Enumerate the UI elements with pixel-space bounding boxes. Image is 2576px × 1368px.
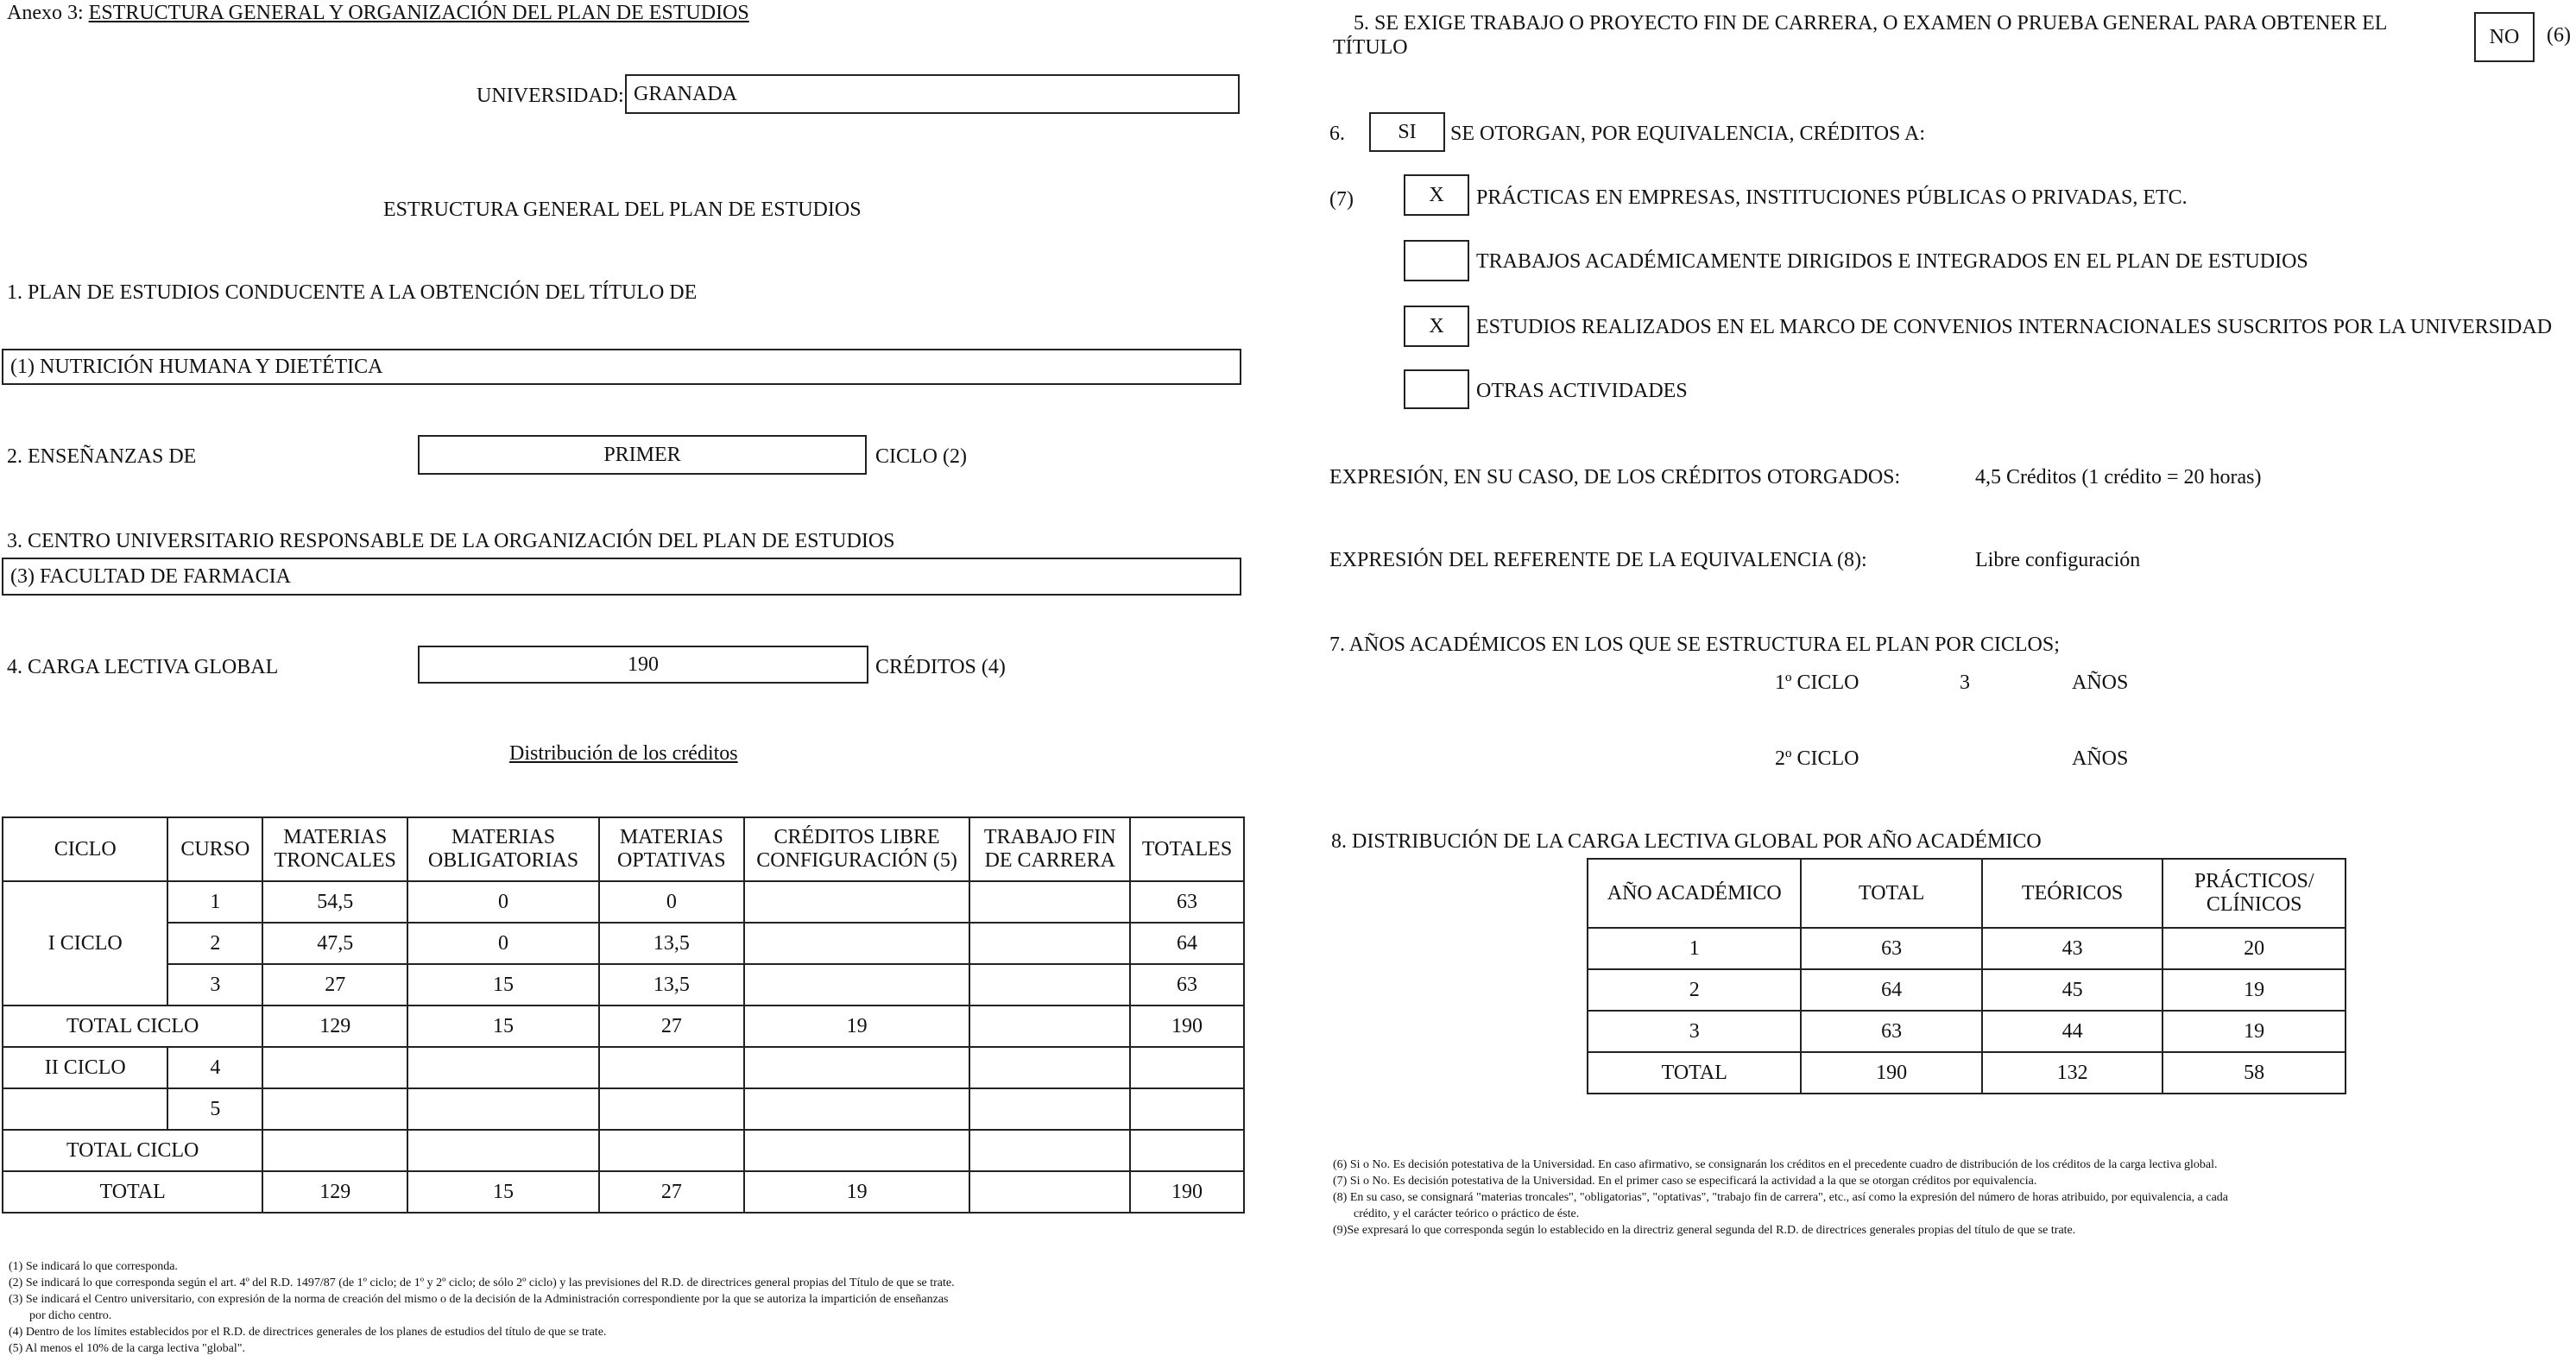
cell-curso: 4 (167, 1047, 262, 1088)
option-estudios-label: ESTUDIOS REALIZADOS EN EL MARCO DE CONVENIOS INTERNACIONALES SUSCRITOS POR LA UNIVERSIDAD (1476, 316, 2553, 338)
footnote: (9)Se expresará lo que corresponda según lo establecido en la directriz general segunda del R.D. de directrices generales propias del título de que se trate. (1333, 1224, 2076, 1237)
ciclo-suffix: CICLO (2) (875, 445, 967, 468)
header-practicos: PRÁCTICOS/ CLÍNICOS (2162, 859, 2346, 928)
header-obligatorias: MATERIAS OBLIGATORIAS (407, 817, 599, 881)
cell-troncales: 47,5 (262, 923, 407, 964)
option-otras-label: OTRAS ACTIVIDADES (1476, 380, 1688, 402)
table-row (3, 881, 1244, 923)
cell-curso: 3 (167, 964, 262, 1006)
cell-obligatorias: 15 (407, 1171, 599, 1213)
ciclo1-years-unit: AÑOS (2072, 671, 2129, 694)
header-total: TOTAL (1801, 859, 1981, 928)
cell-obligatorias: 15 (407, 964, 599, 1006)
checkbox-estudios (1404, 306, 1469, 347)
titulo-field (2, 349, 1241, 385)
ciclo2-years-label: 2º CICLO (1775, 747, 1859, 770)
cell-practicos: 58 (2162, 1052, 2346, 1094)
cell-optativas: 13,5 (599, 964, 744, 1006)
cell-total: 63 (1801, 928, 1981, 969)
cell-libre: 19 (744, 1171, 970, 1213)
cell-totales: 190 (1130, 1006, 1244, 1047)
cell-optativas: 0 (599, 881, 744, 923)
section6-label: SE OTORGAN, POR EQUIVALENCIA, CRÉDITOS A: (1450, 123, 1926, 145)
credit-distribution-table (2, 816, 1245, 1214)
cell-optativas: 27 (599, 1006, 744, 1047)
cell-troncales: 54,5 (262, 881, 407, 923)
total-ciclo1-label: TOTAL CICLO (3, 1006, 262, 1047)
cell-practicos: 20 (2162, 928, 2346, 969)
ciclo1-label: I CICLO (3, 881, 167, 1006)
footnote: (3) Se indicará el Centro universitario, con expresión de la norma de creación del mismo o de la decisión de la Administración correspondiente por la que se autoriza la impartición de enseñanzas (9, 1293, 949, 1306)
ensenanzas-field (418, 435, 867, 475)
section5-line1: 5. SE EXIGE TRABAJO O PROYECTO FIN DE CARRERA, O EXAMEN O PRUEBA GENERAL PARA OBTENER EL (1354, 12, 2388, 35)
trabajo-fin-field (2474, 12, 2535, 62)
header-troncales: MATERIAS TRONCALES (262, 817, 407, 881)
table-row (3, 964, 1244, 1006)
total-row (1588, 1052, 2346, 1094)
universidad-value: GRANADA (634, 82, 737, 105)
section2-label: 2. ENSEÑANZAS DE (7, 445, 197, 468)
cell-obligatorias: 0 (407, 881, 599, 923)
subtitle: ESTRUCTURA GENERAL DEL PLAN DE ESTUDIOS (383, 199, 862, 221)
cell-teoricos: 132 (1982, 1052, 2163, 1094)
cell-trabajo (969, 1171, 1130, 1213)
cell-totales: 63 (1130, 964, 1244, 1006)
footnote: (1) Se indicará lo que corresponda. (9, 1260, 178, 1273)
cell-libre (744, 881, 970, 923)
cell-curso: 2 (167, 923, 262, 964)
footnote: (8) En su caso, se consignará "materias troncales", "obligatorias", "optativas", "trabajo fin de carrera", etc., así como la expresión del número de horas atribuido, por equivalencia, a cada (1333, 1191, 2229, 1204)
footnote: por dicho centro. (29, 1309, 112, 1322)
total-label: TOTAL (3, 1171, 262, 1213)
referente-label: EXPRESIÓN DEL REFERENTE DE LA EQUIVALENCIA (8): (1329, 549, 1867, 571)
equivalencia-value: SI (1398, 120, 1417, 143)
section7-label: 7. AÑOS ACADÉMICOS EN LOS QUE SE ESTRUCTURA EL PLAN POR CICLOS; (1329, 634, 2060, 656)
table-row (1588, 928, 2346, 969)
section5-line2: TÍTULO (1333, 36, 1408, 59)
cell-total: 63 (1801, 1011, 1981, 1052)
footnotes-left (9, 1258, 955, 1357)
checkbox-practicas (1404, 174, 1469, 216)
annex-heading (7, 2, 749, 25)
annex-prefix: Anexo 3: (7, 2, 84, 24)
cell-ano: TOTAL (1588, 1052, 1801, 1094)
checkbox-trabajos (1404, 240, 1469, 281)
option-practicas-label: PRÁCTICAS EN EMPRESAS, INSTITUCIONES PÚBLICAS O PRIVADAS, ETC. (1476, 186, 2188, 209)
total-ciclo1-row (3, 1006, 1244, 1047)
option-trabajos-label: TRABAJOS ACADÉMICAMENTE DIRIGIDOS E INTEGRADOS EN EL PLAN DE ESTUDIOS (1476, 250, 2308, 273)
titulo-value: (1) NUTRICIÓN HUMANA Y DIETÉTICA (10, 355, 383, 378)
header-libre: CRÉDITOS LIBRE CONFIGURACIÓN (5) (744, 817, 970, 881)
referente-value: Libre configuración (1975, 549, 2141, 571)
cell-optativas: 27 (599, 1171, 744, 1213)
cell-trabajo (969, 923, 1130, 964)
table-row (3, 923, 1244, 964)
cell-troncales: 129 (262, 1171, 407, 1213)
ciclo1-years-label: 1º CICLO (1775, 671, 1859, 694)
check-mark: X (1429, 183, 1444, 206)
checkbox-otras (1404, 369, 1469, 409)
table-header-row (1588, 859, 2346, 928)
universidad-label: UNIVERSIDAD: (477, 85, 624, 107)
table-row (3, 1088, 1244, 1130)
carga-value: 190 (628, 652, 659, 676)
header-teoricos: TEÓRICOS (1982, 859, 2163, 928)
table-row (3, 1047, 1244, 1088)
cell-obligatorias: 0 (407, 923, 599, 964)
header-curso: CURSO (167, 817, 262, 881)
carga-field (418, 646, 868, 684)
table-row (1588, 969, 2346, 1011)
cell-totales: 190 (1130, 1171, 1244, 1213)
note-6: (6) (2547, 24, 2571, 47)
note-7: (7) (1329, 188, 1354, 211)
header-totales: TOTALES (1130, 817, 1244, 881)
table-row (1588, 1011, 2346, 1052)
section6-number: 6. (1329, 123, 1345, 145)
footnote: crédito, y el carácter teórico o práctico de éste. (1354, 1207, 1580, 1220)
section3-label: 3. CENTRO UNIVERSITARIO RESPONSABLE DE LA ORGANIZACIÓN DEL PLAN DE ESTUDIOS (7, 530, 895, 552)
cell-libre (744, 964, 970, 1006)
cell-trabajo (969, 881, 1130, 923)
cell-trabajo (969, 964, 1130, 1006)
section8-label: 8. DISTRIBUCIÓN DE LA CARGA LECTIVA GLOBAL POR AÑO ACADÉMICO (1331, 830, 2042, 853)
cell-teoricos: 45 (1982, 969, 2163, 1011)
cell-ano: 1 (1588, 928, 1801, 969)
header-ano: AÑO ACADÉMICO (1588, 859, 1801, 928)
cell-teoricos: 43 (1982, 928, 2163, 969)
cell-total: 190 (1801, 1052, 1981, 1094)
footnote: (5) Al menos el 10% de la carga lectiva "global". (9, 1342, 245, 1355)
centro-value: (3) FACULTAD DE FARMACIA (10, 564, 291, 588)
cell-troncales: 27 (262, 964, 407, 1006)
cell-ano: 3 (1588, 1011, 1801, 1052)
header-trabajo: TRABAJO FIN DE CARRERA (969, 817, 1130, 881)
cell-ano: 2 (1588, 969, 1801, 1011)
ensenanzas-value: PRIMER (603, 443, 681, 466)
cell-troncales: 129 (262, 1006, 407, 1047)
universidad-field (625, 74, 1240, 114)
header-ciclo: CICLO (3, 817, 167, 881)
cell-libre (744, 923, 970, 964)
ciclo1-years-value: 3 (1960, 671, 1970, 694)
section4-label: 4. CARGA LECTIVA GLOBAL (7, 656, 279, 678)
footnote: (4) Dentro de los límites establecidos por el R.D. de directrices generales de los planes de estudios del título de que se trate. (9, 1326, 607, 1339)
section1-label: 1. PLAN DE ESTUDIOS CONDUCENTE A LA OBTENCIÓN DEL TÍTULO DE (7, 281, 698, 304)
cell-libre: 19 (744, 1006, 970, 1047)
total-row (3, 1171, 1244, 1213)
cell-practicos: 19 (2162, 1011, 2346, 1052)
cell-obligatorias: 15 (407, 1006, 599, 1047)
table-header-row (3, 817, 1244, 881)
cell-total: 64 (1801, 969, 1981, 1011)
cell-optativas: 13,5 (599, 923, 744, 964)
total-ciclo2-label: TOTAL CICLO (3, 1130, 262, 1171)
footnotes-right (1333, 1157, 2228, 1239)
total-ciclo2-row (3, 1130, 1244, 1171)
expresion-value: 4,5 Créditos (1 crédito = 20 horas) (1975, 466, 2262, 489)
footnote: (6) Si o No. Es decisión potestativa de la Universidad. En caso afirmativo, se consignarán los créditos en el precedente cuadro de distribución de los créditos de la carga lectiva global. (1333, 1158, 2218, 1171)
cell-teoricos: 44 (1982, 1011, 2163, 1052)
footnote: (2) Se indicará lo que corresponda según el art. 4º del R.D. 1497/87 (de 1º ciclo; de 1º y 2º ciclo; de sólo 2º ciclo) y las previsiones del R.D. de directrices general propias del Título de que se trate. (9, 1277, 955, 1289)
expresion-label: EXPRESIÓN, EN SU CASO, DE LOS CRÉDITOS OTORGADOS: (1329, 466, 1901, 489)
trabajo-fin-value: NO (2489, 25, 2520, 48)
distribucion-title: Distribución de los créditos (509, 742, 738, 765)
ciclo2-label: II CICLO (3, 1047, 167, 1088)
cell-curso: 5 (167, 1088, 262, 1130)
cell-practicos: 19 (2162, 969, 2346, 1011)
ciclo2-years-unit: AÑOS (2072, 747, 2129, 770)
cell-trabajo (969, 1006, 1130, 1047)
check-mark: X (1429, 314, 1444, 337)
equivalencia-field (1369, 112, 1445, 152)
cell-totales: 64 (1130, 923, 1244, 964)
year-distribution-table (1587, 858, 2346, 1094)
document-title: ESTRUCTURA GENERAL Y ORGANIZACIÓN DEL PLAN DE ESTUDIOS (88, 2, 749, 24)
centro-field (2, 558, 1241, 596)
footnote: (7) Si o No. Es decisión potestativa de la Universidad. En el primer caso se especificará la actividad a la que se otorgan créditos por equivalencia. (1333, 1175, 2037, 1188)
creditos-suffix: CRÉDITOS (4) (875, 656, 1006, 678)
cell-totales: 63 (1130, 881, 1244, 923)
header-optativas: MATERIAS OPTATIVAS (599, 817, 744, 881)
cell-curso: 1 (167, 881, 262, 923)
